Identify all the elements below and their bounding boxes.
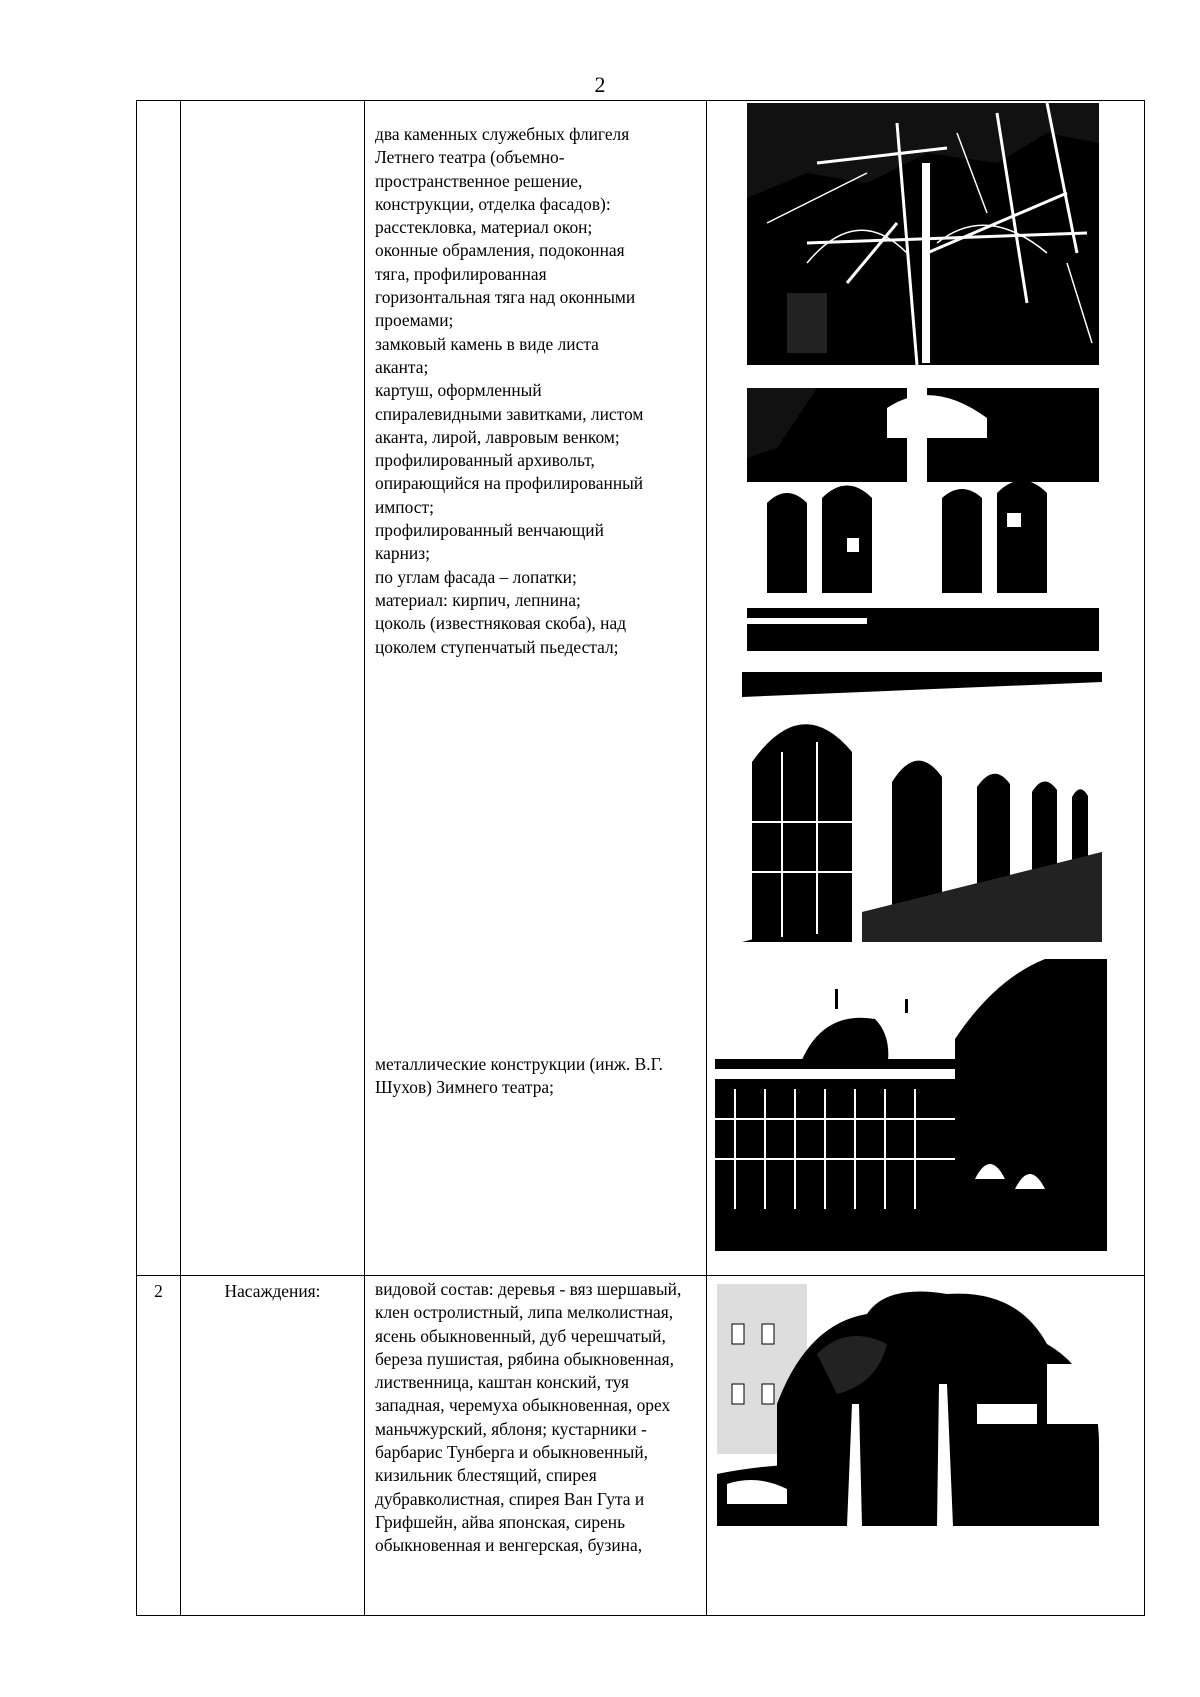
photo-facade-arched-windows [747,388,1099,651]
description-line: маньчжурский, яблоня; [375,1418,548,1439]
description-line: цоколем ступенчатый пьедестал; [375,636,619,657]
description-line: конструкции, отделка фасадов): [375,193,611,214]
row-description-cell [365,1276,707,1616]
description-line: кустарники - барбарис Тунберга и [375,1418,647,1463]
description-line: дубравколистная, спирея Ван Гута и [375,1488,645,1509]
description-line: цоколь (известняковая скоба), над [375,613,627,634]
description-line: спиралевидными завитками, листом [375,403,644,424]
row-photo-cell [707,1276,1145,1616]
description-line: видовой состав: [375,1279,494,1299]
description-line: проемами; [375,310,454,331]
description-line: ясень обыкновенный, дуб [375,1325,567,1346]
description-line: рябина обыкновенная, лиственница, [375,1348,674,1393]
description-line: обыкновенный, кизильник [375,1442,649,1486]
description-line: импост; [375,496,434,517]
description-line: металлические конструкции [375,1054,586,1074]
description-line: опирающийся на профилированный [375,473,644,494]
table-row [137,101,1145,1276]
description-line: профилированный архивольт, [375,450,595,471]
monuments-table [136,100,1145,1616]
description-line: оконные обрамления, подоконная [375,240,625,261]
description-line: по углам фасада – лопатки; [375,566,577,587]
description-line: деревья - вяз шершавый, клен [375,1279,682,1323]
description-line: расстекловка, материал окон; [375,217,593,238]
photo-arcade [742,672,1102,942]
description-text-2 [375,1053,696,1100]
description-line: картуш, оформленный [375,380,542,401]
page-number: 2 [594,72,606,97]
description-line: тяга, профилированная [375,263,547,284]
description-line: материал: кирпич, лепнина; [375,589,581,610]
description-line: (инж. В.Г. Шухов) Зимнего театра; [375,1054,664,1098]
description-line: два каменных служебных флигеля [375,124,630,144]
row-number-cell [137,101,181,1276]
description-line: обыкновенная и венгерская, бузина, [375,1535,643,1556]
description-line: каштан конский, туя западная, [375,1372,629,1416]
photo-park-trees [717,1284,1099,1526]
description-line: пространственное решение, [375,170,583,191]
description-line: остролистный, липа мелколистная, [413,1302,674,1323]
description-line: черемуха обыкновенная, орех [448,1395,671,1416]
description-line: черешчатый, береза пушистая, [375,1325,666,1369]
description-line: аканта; [375,356,429,377]
photo-winter-theatre [715,959,1107,1251]
row-name-cell [181,101,365,1276]
row-photo-cell [707,101,1145,1276]
photo-metal-structures [747,103,1099,365]
table-row [137,1276,1145,1616]
description-line: профилированный венчающий [375,520,604,541]
row-description-cell [365,101,707,1276]
description-line: горизонтальная тяга над оконными [375,287,636,308]
row-number-cell: 2 [137,1276,181,1616]
description-line: блестящий, спирея [456,1465,597,1486]
row-name-cell: Насаждения: [181,1276,365,1616]
description-text [365,101,706,659]
description-line: замковый камень в виде листа [375,333,599,354]
description-line: Грифшейн, айва японская, сирень [375,1511,626,1532]
description-line: Летнего театра (объемно- [375,147,565,168]
description-line: карниз; [375,543,430,564]
description-line: аканта, лирой, лавровым венком; [375,426,620,447]
description-text [365,1276,706,1558]
